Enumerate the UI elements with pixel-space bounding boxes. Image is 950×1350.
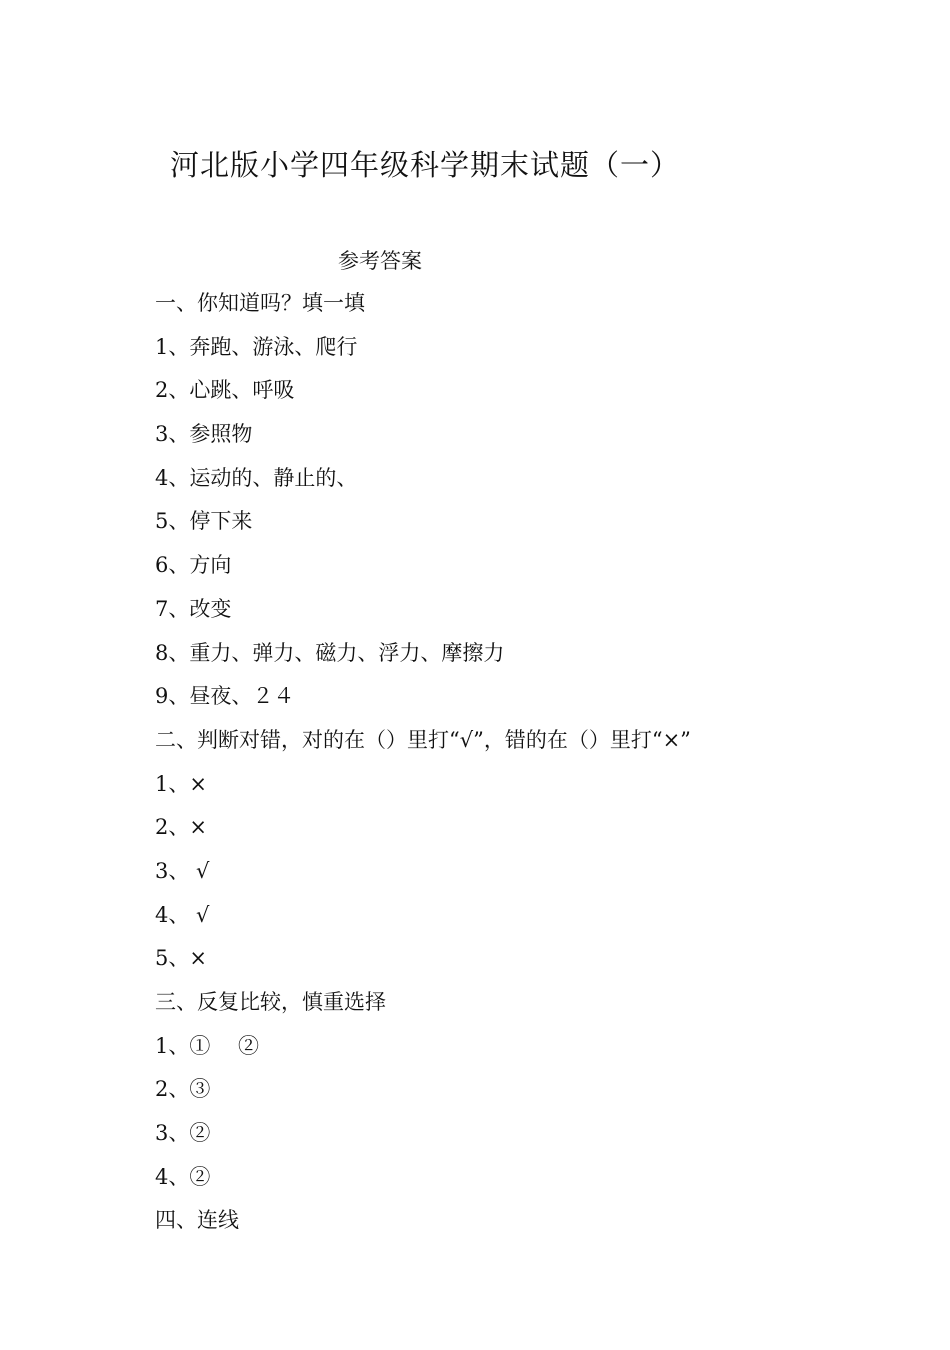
answer-line: 3、② — [155, 1121, 211, 1146]
answer-line: 5、停下来 — [155, 509, 253, 534]
section-heading-fill-in: 一、你知道吗？填一填 — [155, 291, 365, 315]
section-heading-multiple-choice: 三、反复比较，慎重选择 — [155, 990, 386, 1014]
answer-line: 7、改变 — [155, 596, 232, 621]
answer-line: 2、心跳、呼吸 — [155, 378, 295, 403]
answer-line: 3、 √ — [155, 858, 210, 883]
document-title: 河北版小学四年级科学期末试题（一） — [170, 148, 681, 182]
answer-line: 2、× — [155, 815, 207, 840]
section-heading-true-false: 二、判断对错，对的在（）里打“√”，错的在（）里打“×” — [155, 727, 691, 752]
section-heading-matching: 四、连线 — [155, 1208, 239, 1233]
answer-line: 3、参照物 — [155, 422, 253, 447]
answer-line: 6、方向 — [155, 553, 232, 578]
answer-list — [155, 282, 915, 1243]
answer-line: 9、昼夜、２４ — [155, 684, 295, 709]
answer-line: 1、奔跑、游泳、爬行 — [155, 334, 358, 359]
answer-line: 1、× — [155, 771, 207, 796]
answer-line: 4、 √ — [155, 902, 210, 927]
answer-line: 4、② — [155, 1164, 211, 1189]
answer-line: 2、③ — [155, 1077, 211, 1102]
answer-line: 4、运动的、静止的、 — [155, 465, 358, 490]
answer-line: 8、重力、弹力、磁力、浮力、摩擦力 — [155, 640, 505, 665]
answer-line: 5、× — [155, 946, 207, 971]
answer-key-heading: 参考答案 — [338, 249, 422, 273]
answer-line: 1、① ② — [155, 1033, 260, 1058]
